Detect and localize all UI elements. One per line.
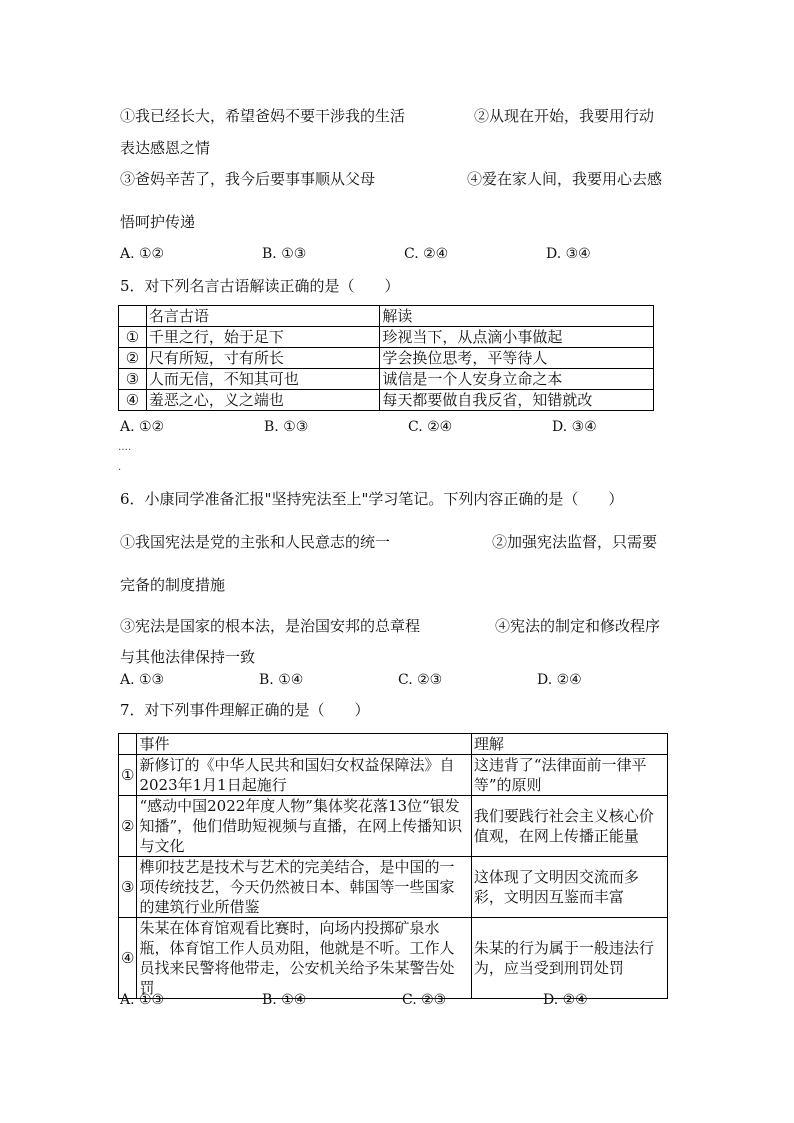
table-row — [119, 348, 654, 369]
q6-option-d[interactable]: D. ②④ — [537, 672, 582, 688]
q4-option-a[interactable]: A. ①② — [120, 246, 165, 262]
q6-statement-3: ③宪法是国家的根本法，是治国安邦的总章程 — [120, 617, 421, 635]
q6-statement-4: ④宪法的制定和修改程序 — [495, 617, 661, 635]
q7-option-a[interactable]: A. ①③ — [120, 992, 165, 1008]
interpretation-cell: 每天都要做自我反省，知错就改 — [380, 390, 654, 411]
event-cell: 朱某在体育馆观看比赛时，向场内投掷矿泉水瓶，体育馆工作人员劝阻，他就是不听。工作人员找来民警将他带走，公安机关给予朱某警告处罚 — [137, 918, 471, 999]
q6-option-c[interactable]: C. ②③ — [398, 672, 443, 688]
interpretation-cell: 珍视当下，从点滴小事做起 — [380, 327, 654, 348]
table-header-cell: 名言古语 — [146, 306, 379, 327]
understanding-cell: 我们要践行社会主义核心价值观，在网上传播正能量 — [471, 796, 667, 857]
stray-dots: …. — [118, 442, 132, 453]
q4-statement-4-cont: 悟呵护传递 — [120, 213, 196, 231]
row-number: ① — [119, 327, 147, 348]
quote-cell: 人而无信，不知其可也 — [146, 369, 379, 390]
q6-statement-4-cont: 与其他法律保持一致 — [120, 648, 256, 666]
q6-option-a[interactable]: A. ①③ — [120, 672, 165, 688]
understanding-cell: 这违背了“法律面前一律平等”的原则 — [471, 755, 667, 796]
event-cell: 榫卯技艺是技术与艺术的完美结合，是中国的一项传统技艺，今天仍然被日本、韩国等一些国家的建筑行业所借鉴 — [137, 857, 471, 918]
q7-option-b[interactable]: B. ①④ — [262, 992, 307, 1008]
stray-dot: . — [118, 462, 122, 473]
q5-stem: 5．对下列名言古语解读正确的是（ ） — [120, 277, 400, 295]
q6-statement-1: ①我国宪法是党的主张和人民意志的统一 — [120, 533, 391, 551]
row-number: ① — [119, 755, 137, 796]
q4-statement-1: ①我已经长大，希望爸妈不要干涉我的生活 — [120, 107, 406, 125]
q6-statement-2: ②加强宪法监督，只需要 — [492, 533, 658, 551]
table-row — [119, 390, 654, 411]
q4-statement-4: ④爱在家人间，我要用心去感 — [467, 170, 663, 188]
table-header-cell: 解读 — [380, 306, 654, 327]
row-number: ④ — [119, 918, 137, 999]
q6-statement-2-cont: 完备的制度措施 — [120, 576, 226, 594]
table-row — [119, 857, 668, 918]
interpretation-cell: 诚信是一个人安身立命之本 — [380, 369, 654, 390]
row-number: ④ — [119, 390, 147, 411]
q5-table — [118, 305, 654, 411]
quote-cell: 尺有所短，寸有所长 — [146, 348, 379, 369]
table-cell — [119, 306, 147, 327]
row-number: ② — [119, 796, 137, 857]
q5-option-b[interactable]: B. ①③ — [264, 419, 309, 435]
q6-stem: 6．小康同学准备汇报"坚持宪法至上"学习笔记。下列内容正确的是（ ） — [120, 490, 624, 508]
q7-table — [118, 733, 668, 999]
q5-option-c[interactable]: C. ②④ — [408, 419, 453, 435]
q7-stem: 7．对下列事件理解正确的是（ ） — [120, 701, 370, 719]
row-number: ③ — [119, 857, 137, 918]
q6-option-b[interactable]: B. ①④ — [259, 672, 304, 688]
quote-cell: 羞恶之心，义之端也 — [146, 390, 379, 411]
q5-option-d[interactable]: D. ③④ — [552, 419, 597, 435]
q4-option-b[interactable]: B. ①③ — [262, 246, 307, 262]
q7-option-d[interactable]: D. ②④ — [543, 992, 588, 1008]
table-row — [119, 918, 668, 999]
event-cell: 新修订的《中华人民共和国妇女权益保障法》自2023年1月1日起施行 — [137, 755, 471, 796]
table-header-row — [119, 734, 668, 755]
table-row — [119, 327, 654, 348]
q4-option-d[interactable]: D. ③④ — [546, 246, 591, 262]
row-number: ③ — [119, 369, 147, 390]
q4-statement-2-cont: 表达感恩之情 — [120, 139, 211, 157]
interpretation-cell: 学会换位思考，平等待人 — [380, 348, 654, 369]
q5-option-a[interactable]: A. ①② — [120, 419, 165, 435]
table-row — [119, 369, 654, 390]
table-row — [119, 755, 668, 796]
q4-option-c[interactable]: C. ②④ — [404, 246, 449, 262]
q4-statement-3: ③爸妈辛苦了，我今后要事事顺从父母 — [120, 170, 376, 188]
understanding-cell: 朱某的行为属于一般违法行为，应当受到刑罚处罚 — [471, 918, 667, 999]
table-cell — [119, 734, 137, 755]
table-header-cell: 理解 — [471, 734, 667, 755]
understanding-cell: 这体现了文明因交流而多彩，文明因互鉴而丰富 — [471, 857, 667, 918]
quote-cell: 千里之行，始于足下 — [146, 327, 379, 348]
table-header-cell: 事件 — [137, 734, 471, 755]
table-row — [119, 796, 668, 857]
event-cell: “感动中国2022年度人物”集体奖花落13位“银发知播”，他们借助短视频与直播，在网上传播知识与文化 — [137, 796, 471, 857]
q7-option-c[interactable]: C. ②③ — [402, 992, 447, 1008]
q4-statement-2: ②从现在开始，我要用行动 — [474, 107, 655, 125]
row-number: ② — [119, 348, 147, 369]
table-header-row — [119, 306, 654, 327]
